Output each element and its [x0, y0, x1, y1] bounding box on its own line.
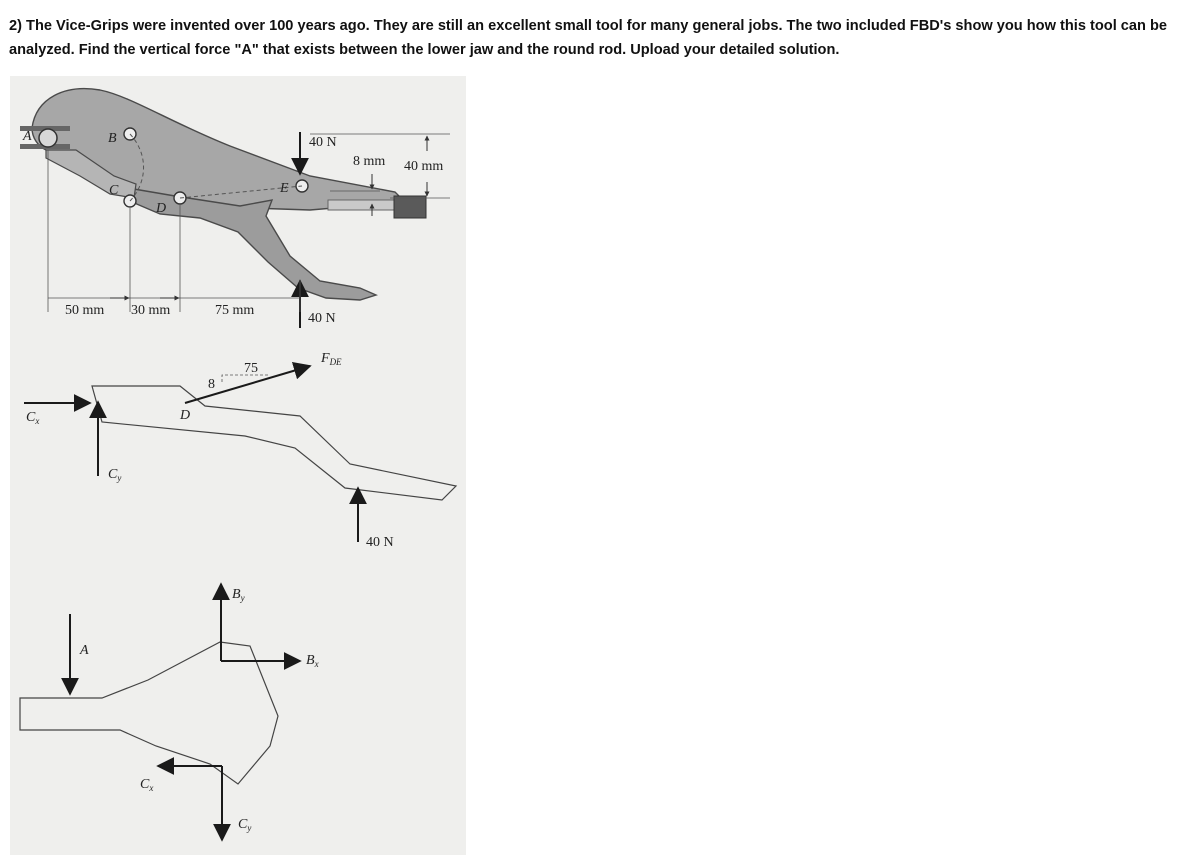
fbd-jaw	[20, 584, 319, 840]
label-point-e: E	[280, 181, 289, 196]
round-rod	[39, 129, 57, 147]
label-fbd2-by: $B_y$	[232, 587, 245, 603]
label-point-b: B	[108, 131, 117, 146]
label-point-a: A	[23, 129, 32, 144]
vice-grips-figure	[10, 76, 466, 855]
label-fbd2-a: A	[80, 643, 89, 658]
label-fbd2-cy: $C_y$	[238, 817, 252, 833]
label-dim-30mm: 30 mm	[131, 303, 171, 318]
label-fbd1-cy: $C_y$	[108, 467, 122, 483]
label-fbd1-d: D	[180, 408, 191, 423]
jaw-outline	[20, 642, 278, 784]
label-dim-8mm: 8 mm	[353, 154, 386, 169]
adjusting-screw	[328, 200, 394, 210]
label-fbd2-bx: $B_x$	[306, 653, 319, 669]
label-top-force: 40 N	[309, 135, 337, 150]
label-fbd1-force: 40 N	[366, 535, 394, 550]
label-point-c: C	[109, 183, 119, 198]
label-dim-50mm: 50 mm	[65, 303, 105, 318]
label-slope-75: 75	[244, 361, 258, 376]
adjusting-knob	[394, 196, 426, 218]
label-fbd1-cx: $C_x$	[26, 410, 40, 426]
label-fbd2-cx: $C_x$	[140, 777, 154, 793]
label-dim-40mm: 40 mm	[404, 159, 444, 174]
question-text: 2) The Vice-Grips were invented over 100 years ago. They are still an excellent small tool for many general jobs. The two included FBD's show you how this tool can be analyzed. Find the vertical force "A" that exists between the lower jaw and the round rod. Upload your detailed solution.	[9, 18, 1168, 58]
label-bottom-force: 40 N	[308, 311, 336, 326]
label-slope-8: 8	[208, 377, 215, 392]
label-fde: $F_{DE}$	[321, 351, 342, 367]
diagram-svg	[10, 76, 466, 855]
label-dim-75mm: 75 mm	[215, 303, 255, 318]
label-point-d: D	[156, 201, 167, 216]
upper-body	[32, 89, 405, 210]
handle-outline	[92, 386, 456, 500]
fbd-handle	[24, 351, 456, 550]
vice-grips-tool	[20, 89, 450, 328]
